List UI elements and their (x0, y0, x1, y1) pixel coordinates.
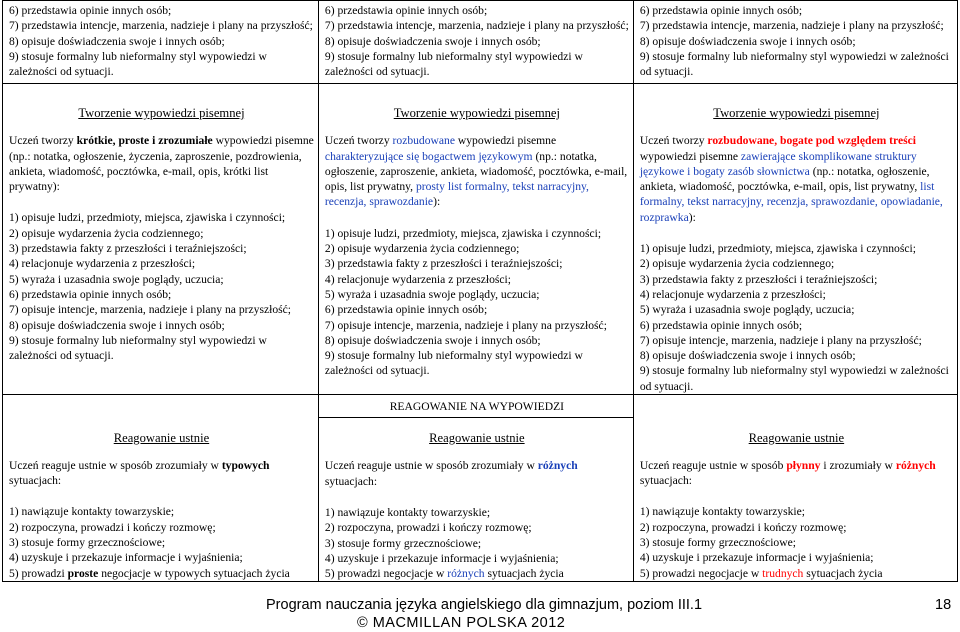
reacting-list-col3: 1) nawiązuje kontakty towarzyskie; 2) rozpoczyna, prowadzi i kończy rozmowę; 3) stosuje formy grzecznościowe; 4) uzyskuje i przekazuje informacje i wyjaśnienia; (639, 505, 874, 565)
curriculum-table (2, 0, 958, 582)
top-cell-col1 (3, 1, 319, 84)
top-list-col2: 6) przedstawia opinie innych osób; 7) przedstawia intencje, marzenia, nadzieje i plany na przyszłość; 8) opisuje doświadczenia swoje i innych osób; 9) stosuje formalny lub nieformalny styl wypowiedzi w zależności od sytuacji. (324, 4, 629, 79)
section-heading: Tworzenie wypowiedzi pisemnej (78, 106, 245, 120)
section-heading: Reagowanie ustnie (748, 430, 845, 445)
table-row (3, 418, 958, 582)
table-row (3, 395, 958, 418)
section-heading: Tworzenie wypowiedzi pisemnej (713, 106, 880, 120)
writing-cell-col2 (318, 84, 633, 395)
reacting-header: REAGOWANIE NA WYPOWIEDZI (318, 395, 633, 418)
writing-list-col3: 1) opisuje ludzi, przedmioty, miejsca, zjawiska i czynności; 2) opisuje wydarzenia życia codziennego; 3) przedstawia fakty z przeszłości i teraźniejszości; 4) relacjonuje wydarzenia z przeszłości; 5) wyraża i uzasadnia swoje poglądy, uczucia; 6) przedstawia opinie innych osób; 7) opisuje intencje, marzenia, nadzieje i plany na przyszłość; 8) opisuje doświadczenia swoje i innych osób; 9) stosuje formalny lub nieformalny styl wypowiedzi w zależności od sytuacji. (639, 242, 949, 393)
reacting-cell-col3 (633, 418, 957, 582)
reacting-cell-col2 (318, 418, 633, 582)
writing-intro-col2: Uczeń tworzy rozbudowane wypowiedzi pisemne charakteryzujące się bogactwem językowym (np.: notatka, ogłoszenie, zaproszenie, ankieta, wiadomość, pocztówka, e-mail, opis, list prywatny, prosty list formalny, tekst narracyjny, recenzja, sprawozdanie): (324, 134, 628, 209)
reacting-intro-col1: Uczeń reaguje ustnie w sposób zrozumiały w typowych sytuacjach: (9, 458, 270, 488)
reacting-cell-col1 (3, 418, 319, 582)
writing-intro-col3: Uczeń tworzy rozbudowane, bogate pod względem treści wypowiedzi pisemne zawierające skomplikowane struktury językowe i bogaty zasób słownictwa (np.: notatka, ogłoszenie, ankieta, wiadomość, pocztówka, e-mail, opis, list prywatny, list formalny, tekst narracyjny, recenzja, sprawozdanie, opowiadanie, rozprawka): (639, 134, 943, 224)
section-heading: Reagowanie ustnie (113, 430, 210, 445)
blank-cell (3, 395, 319, 418)
reacting-last-col1: 5) prowadzi proste negocjacje w typowych sytuacjach życia (9, 566, 290, 580)
reacting-list-col2: 1) nawiązuje kontakty towarzyskie; 2) rozpoczyna, prowadzi i kończy rozmowę; 3) stosuje formy grzecznościowe; 4) uzyskuje i przekazuje informacje i wyjaśnienia; (324, 505, 559, 565)
writing-intro-col1: Uczeń tworzy krótkie, proste i zrozumiałe wypowiedzi pisemne (np.: notatka, ogłoszenie, życzenia, zaproszenie, pozdrowienia, ankieta, wiadomość, pocztówka, e-mail, opis, krótki list prywatny): (9, 134, 314, 194)
top-cell-col3 (633, 1, 957, 84)
writing-cell-col1 (3, 84, 319, 395)
table-row (3, 84, 958, 395)
top-cell-col2 (318, 1, 633, 84)
writing-list-col1: 1) opisuje ludzi, przedmioty, miejsca, zjawiska i czynności; 2) opisuje wydarzenia życia codziennego; 3) przedstawia fakty z przeszłości i teraźniejszości; 4) relacjonuje wydarzenia z przeszłości; 5) wyraża i uzasadnia swoje poglądy, uczucia; 6) przedstawia opinie innych osób; 7) opisuje intencje, marzenia, nadzieje i plany na przyszłość; 8) opisuje doświadczenia swoje i innych osób; 9) stosuje formalny lub nieformalny styl wypowiedzi w zależności od sytuacji. (9, 211, 292, 363)
blank-cell (633, 395, 957, 418)
writing-list-col2: 1) opisuje ludzi, przedmioty, miejsca, zjawiska i czynności; 2) opisuje wydarzenia życia codziennego; 3) przedstawia fakty z przeszłości i teraźniejszości; 4) relacjonuje wydarzenia z przeszłości; 5) wyraża i uzasadnia swoje poglądy, uczucia; 6) przedstawia opinie innych osób; 7) opisuje intencje, marzenia, nadzieje i plany na przyszłość; 8) opisuje doświadczenia swoje i innych osób; 9) stosuje formalny lub nieformalny styl wypowiedzi w zależności od sytuacji. (324, 226, 607, 378)
table-row (3, 1, 958, 84)
reacting-list-col1: 1) nawiązuje kontakty towarzyskie; 2) rozpoczyna, prowadzi i kończy rozmowę; 3) stosuje formy grzecznościowe; 4) uzyskuje i przekazuje informacje i wyjaśnienia; (9, 505, 243, 565)
reacting-intro-col2: Uczeń reaguje ustnie w sposób zrozumiały w różnych sytuacjach: (324, 459, 578, 488)
reacting-last-col2: 5) prowadzi negocjacje w różnych sytuacjach życia (324, 567, 564, 581)
copyright: © MACMILLAN POLSKA 2012 (357, 615, 566, 631)
writing-cell-col3 (633, 84, 957, 395)
section-heading: Tworzenie wypowiedzi pisemnej (393, 106, 561, 120)
top-list-col1: 6) przedstawia opinie innych osób; 7) przedstawia intencje, marzenia, nadzieje i plany na przyszłość; 8) opisuje doświadczenia swoje i innych osób; 9) stosuje formalny lub nieformalny styl wypowiedzi w zależności od sytuacji. (9, 4, 313, 79)
footer-title: Program nauczania języka angielskiego dla gimnazjum, poziom III.1 (266, 597, 703, 613)
page-number: 18 (935, 597, 952, 613)
top-list-col3: 6) przedstawia opinie innych osób; 7) przedstawia intencje, marzenia, nadzieje i plany na przyszłość; 8) opisuje doświadczenia swoje i innych osób; 9) stosuje formalny lub nieformalny styl wypowiedzi w zależności od sytuacji. (639, 4, 949, 79)
reacting-last-col3: 5) prowadzi negocjacje w trudnych sytuacjach życia (639, 566, 883, 580)
section-heading: Reagowanie ustnie (429, 431, 525, 446)
reacting-intro-col3: Uczeń reaguje ustnie w sposób płynny i zrozumiały w różnych sytuacjach: (639, 458, 936, 488)
